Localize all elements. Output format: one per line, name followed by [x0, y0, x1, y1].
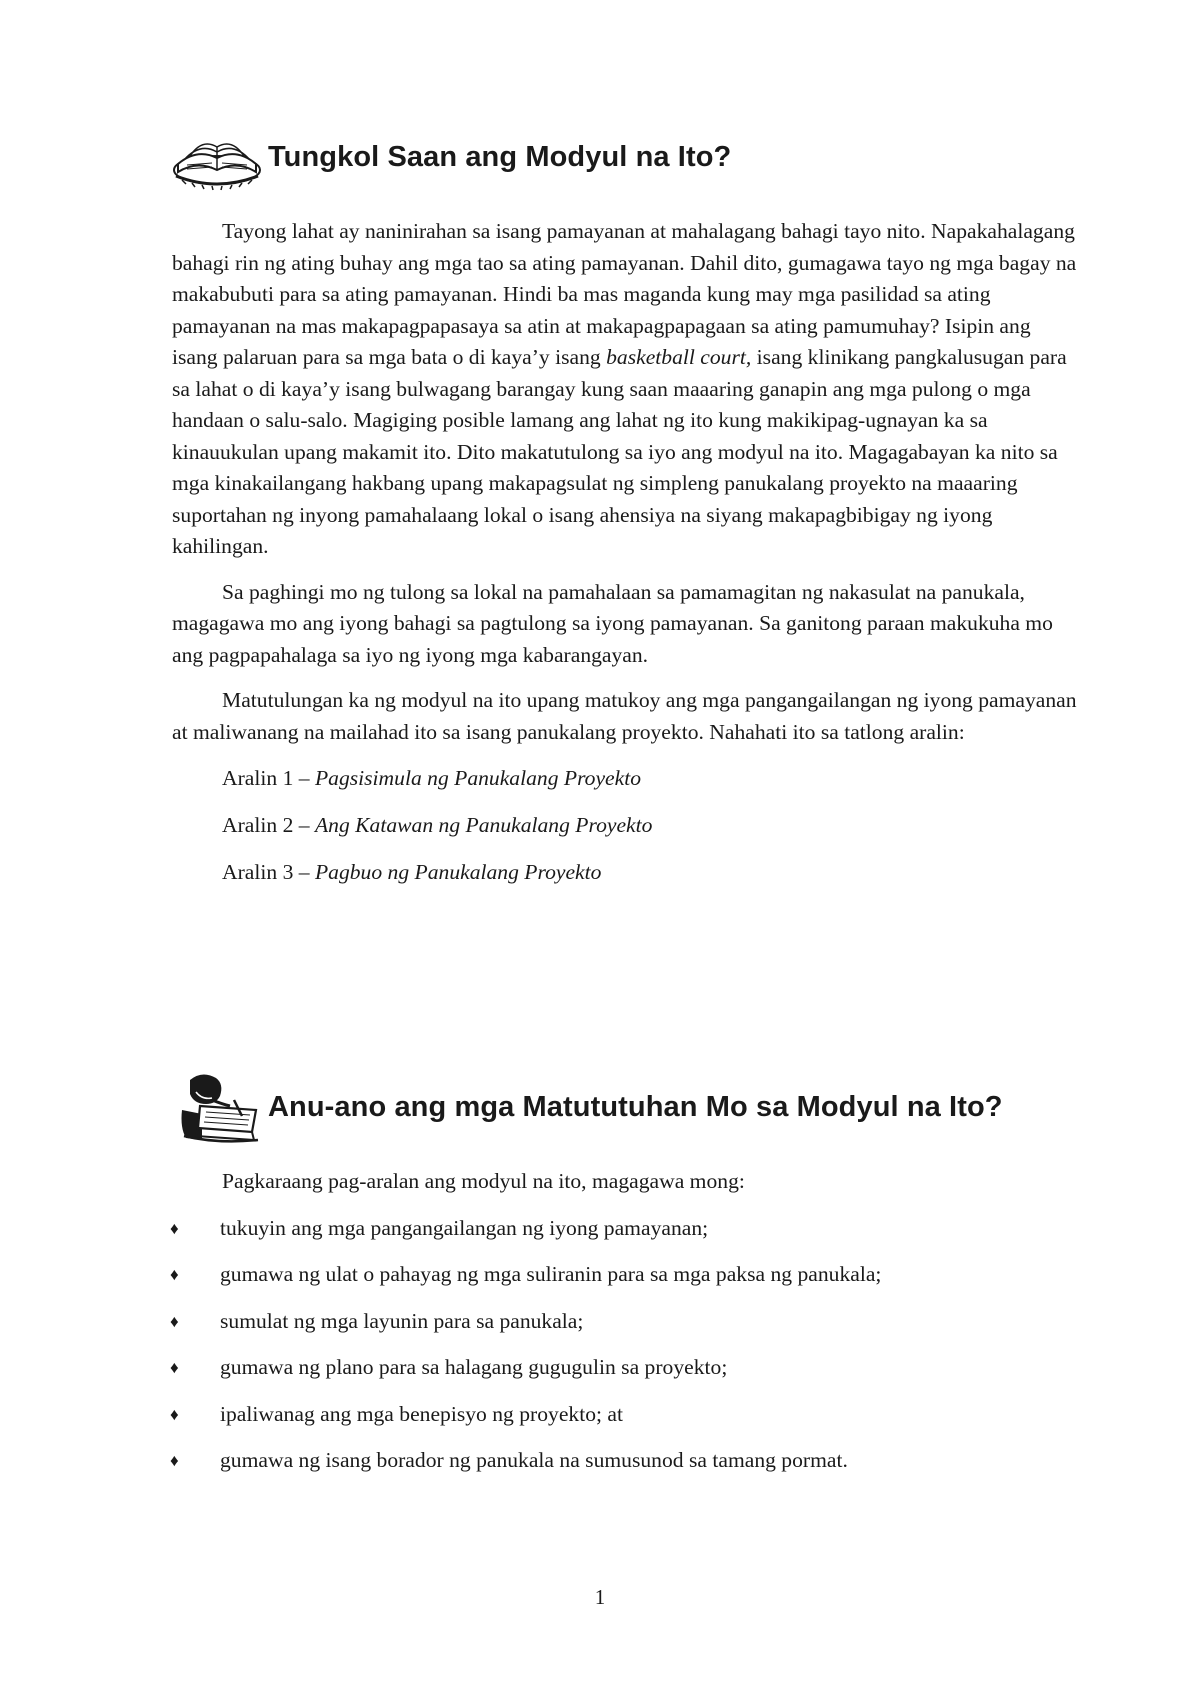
- list-item: [122, 1445, 1077, 1477]
- section-body-about: [172, 216, 1077, 903]
- diamond-bullet-icon: ♦: [170, 1404, 179, 1424]
- paragraph: Sa paghingi mo ng tulong sa lokal na pamahalaan sa pamamagitan ng nakasulat na panukala, magagawa mo ang iyong bahagi sa pagtulong sa iyong pamayanan. Sa ganitong paraan makukuha mo ang pagpapahalaga sa iyo ng iyong mga kabarangayan.: [172, 579, 1053, 667]
- diamond-bullet-icon: ♦: [170, 1451, 179, 1470]
- list-item: [122, 1306, 1077, 1338]
- list-item-text: gumawa ng ulat o pahayag ng mga suliranin para sa mga paksa ng panukala;: [220, 1262, 882, 1286]
- lesson-item: [222, 809, 1077, 841]
- lesson-item: [222, 762, 1077, 794]
- list-item-text: gumawa ng isang borador ng panukala na sumusunod sa tamang pormat.: [220, 1448, 848, 1472]
- lesson-label: Aralin 3 –: [222, 860, 310, 884]
- lesson-title: Pagbuo ng Panukalang Proyekto: [314, 860, 602, 884]
- diamond-bullet-icon: ♦: [170, 1218, 179, 1238]
- lesson-label: Aralin 1 –: [222, 766, 310, 790]
- section-heading-about: [172, 120, 731, 194]
- lesson-title: Ang Katawan ng Panukalang Proyekto: [314, 813, 653, 837]
- list-item: [122, 1213, 1077, 1245]
- objectives-list: [172, 1213, 1077, 1477]
- list-item-text: sumulat ng mga layunin para sa panukala;: [220, 1308, 584, 1333]
- section-body-objectives: [172, 1166, 1077, 1492]
- section-heading-objectives: [172, 1070, 1003, 1144]
- paragraph-italic-text: basketball court,: [606, 345, 752, 369]
- diamond-bullet-icon: ♦: [170, 1311, 179, 1331]
- lesson-item: [222, 856, 1077, 888]
- section-title-about: Tungkol Saan ang Modyul na Ito?: [268, 140, 732, 173]
- lesson-title: Pagsisimula ng Panukalang Proyekto: [314, 766, 642, 790]
- list-item-text: gumawa ng plano para sa halagang gugugulin sa proyekto;: [220, 1355, 728, 1379]
- list-item: [122, 1352, 1077, 1384]
- section-title-objectives: Anu-ano ang mga Matututuhan Mo sa Modyul na Ito?: [268, 1090, 1003, 1123]
- list-item: [122, 1259, 1077, 1291]
- student-writing-icon: [172, 1070, 262, 1144]
- diamond-bullet-icon: ♦: [170, 1358, 179, 1377]
- objectives-intro: Pagkaraang pag-aralan ang modyul na ito, magagawa mong:: [222, 1169, 745, 1193]
- list-item-text: tukuyin ang mga pangangailangan ng iyong pamayanan;: [220, 1215, 709, 1240]
- list-item: [122, 1399, 1077, 1431]
- paragraph-text: isang klinikang pangkalusugan para sa lahat o di kaya’y isang bulwagang barangay kung saan maaaring ganapin ang mga pulong o mga handaan o salu-salo. Magiging posible lamang ang lahat ng ito kung makikipag-ugnayan ka sa kinauukulan upang makamit ito. Dito makatutulong sa iyo ang modyul na ito. Magagabayan ka nito sa mga kinakailangang hakbang upang makapagsulat ng simpleng panukalang proyekto na maaaring suportahan ng inyong pamahalaang lokal o isang ahensiya na siyang makapagbibigay ng iyong kahilingan.: [172, 345, 1067, 558]
- open-book-icon: [172, 120, 262, 194]
- paragraph: [172, 216, 1077, 563]
- paragraph-text: Tayong lahat ay naninirahan sa isang pamayanan at mahalagang bahagi tayo nito. Napakahalagang bahagi rin ng ating buhay ang mga tao sa ating pamayanan. Dahil dito, gumagawa tayo ng mga bagay na makabubuti para sa ating pamayanan. Hindi ba mas maganda kung may mga pasilidad sa ating pamayanan na mas makapagpapasaya sa atin at makapagpapagaan sa ating pamumuhay? Isipin ang isang palaruan para sa mga bata o di kaya’y isang: [172, 219, 1077, 369]
- page-number: 1: [594, 1585, 606, 1609]
- lesson-label: Aralin 2 –: [222, 813, 310, 837]
- diamond-bullet-icon: ♦: [170, 1265, 179, 1284]
- paragraph: Matutulungan ka ng modyul na ito upang matukoy ang mga pangangailangan ng iyong pamayanan at maliwanang na mailahad ito sa isang panukalang proyekto. Nahahati ito sa tatlong aralin:: [172, 688, 1077, 744]
- list-item-text: ipaliwanag ang mga benepisyo ng proyekto; at: [220, 1401, 623, 1426]
